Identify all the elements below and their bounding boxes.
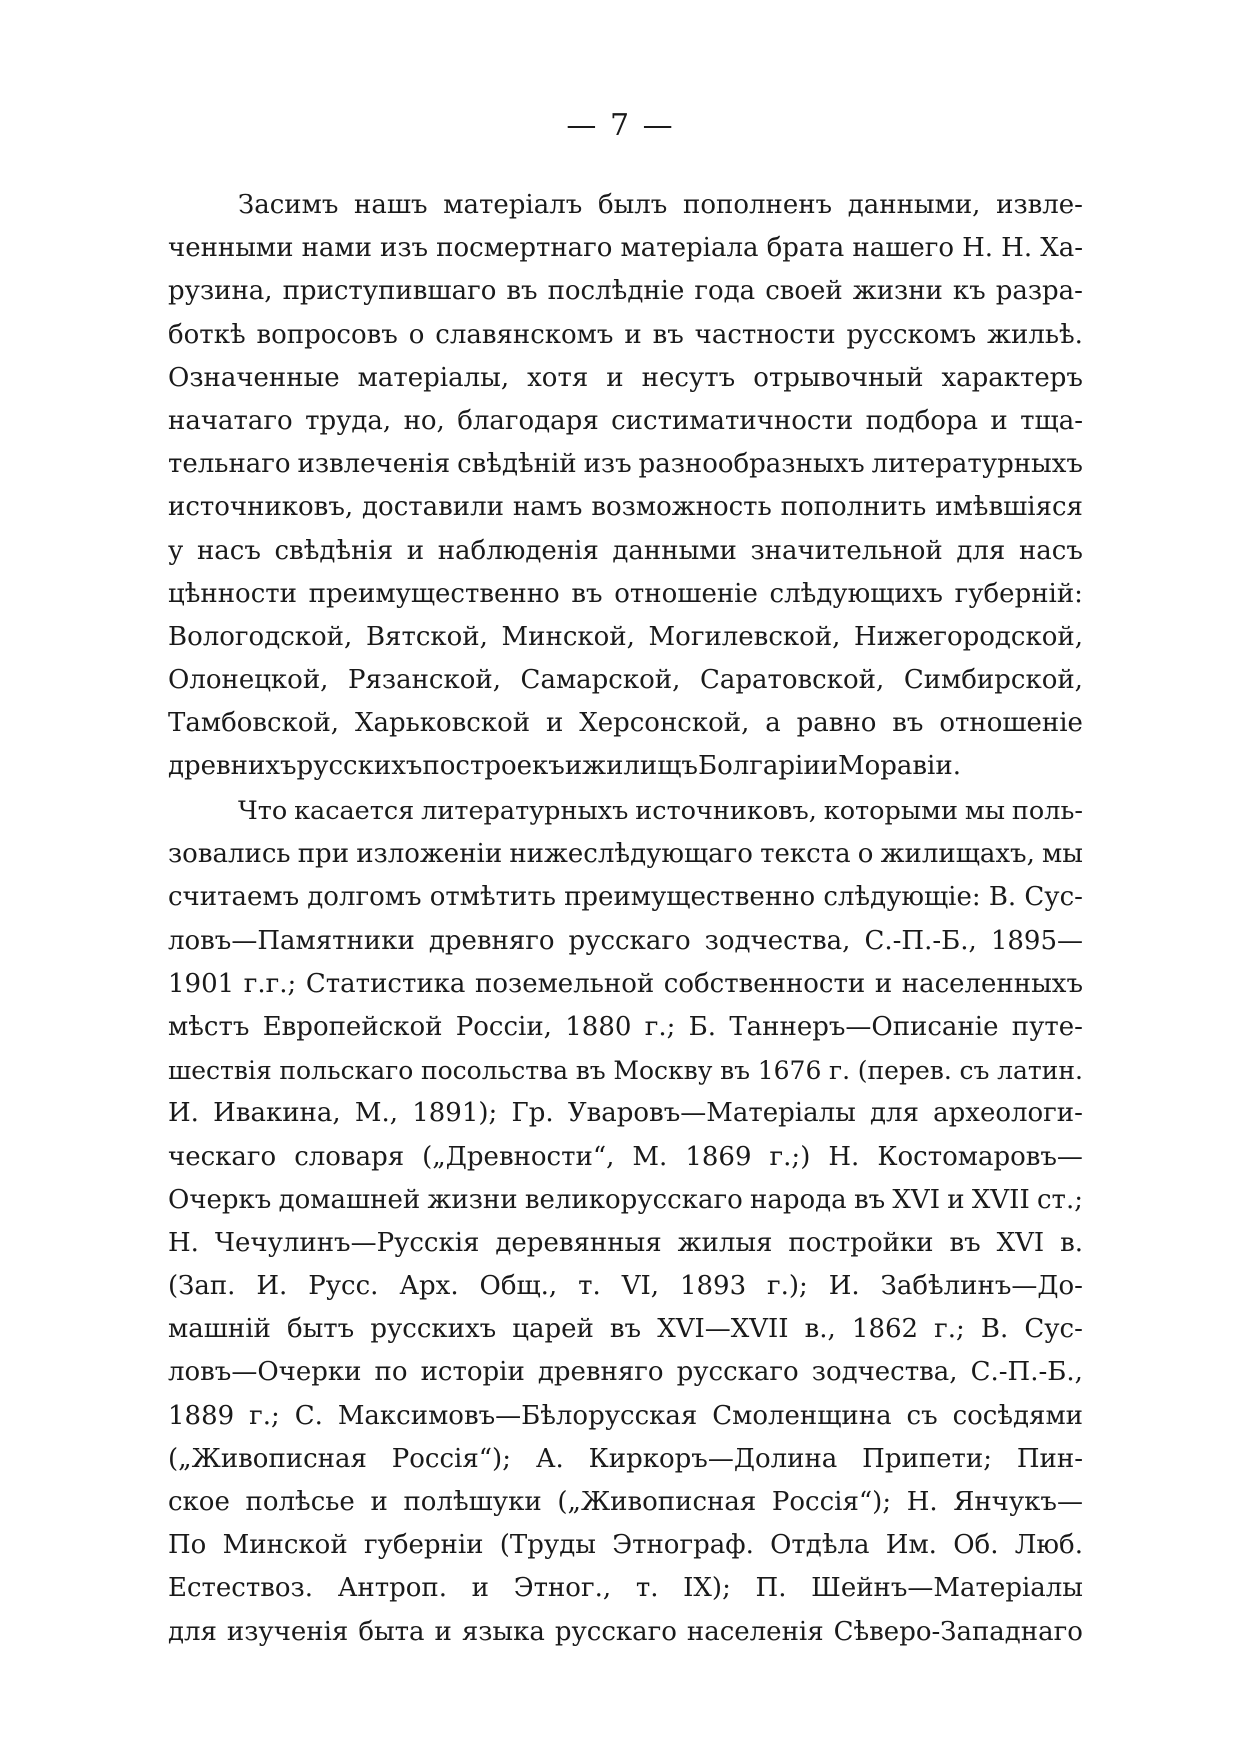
text-line: мѣстъ Европейской Россіи, 1880 г.; Б. Таннеръ—Описаніе путе- — [168, 1011, 1083, 1042]
text-line: Что касается литературныхъ источниковъ, которыми мы поль- — [238, 796, 1083, 826]
text-line: („Живописная Россія“); А. Киркоръ—Долина Припети; Пин- — [168, 1443, 1083, 1474]
text-line: Н. Чечулинъ—Русскія деревянныя жилыя постройки въ XVI в. — [168, 1227, 1083, 1258]
text-line: (Зап. И. Русс. Арх. Общ., т. VI, 1893 г.); И. Забѣлинъ—До- — [168, 1271, 1083, 1302]
text-line: тельнаго извлеченія свѣдѣній изъ разнообразныхъ литературныхъ — [168, 449, 1083, 480]
text-line: для изученія быта и языка русскаго населенія Сѣверо-Западнаго — [168, 1616, 1083, 1647]
page-number: — 7 — — [566, 108, 675, 143]
paragraph-1 — [168, 184, 1083, 789]
paragraph-2 — [168, 790, 1083, 1654]
text-line: древнихъ русскихъ построекъ и жилищъ Болгаріи и Моравіи. — [168, 751, 961, 782]
text-line: Означенные матеріалы, хотя и несутъ отрывочный характеръ — [168, 362, 1083, 393]
text-line: ское полѣсье и полѣшуки („Живописная Россія“); Н. Янчукъ— — [168, 1487, 1083, 1517]
text-line: боткѣ вопросовъ о славянскомъ и въ частности русскомъ жильѣ. — [168, 319, 1083, 350]
text-line: 1901 г.г.; Статистика поземельной собственности и населенныхъ — [168, 968, 1083, 999]
text-line: Естествоз. Антроп. и Этног., т. IX); П. Шейнъ—Матеріалы — [168, 1573, 1083, 1604]
text-line: ловъ—Очерки по исторіи древняго русскаго зодчества, С.-П.-Б., — [168, 1357, 1083, 1388]
text-line: считаемъ долгомъ отмѣтить преимущественно слѣдующіе: В. Сус- — [168, 882, 1083, 913]
text-line: зовались при изложеніи нижеслѣдующаго текста о жилищахъ, мы — [168, 839, 1083, 870]
text-line: По Минской губерніи (Труды Этнограф. Отдѣла Им. Об. Люб. — [168, 1530, 1083, 1561]
text-line: Вологодской, Вятской, Минской, Могилевской, Нижегородской, — [168, 621, 1083, 652]
text-line: машній бытъ русскихъ царей въ XVI—XVII в., 1862 г.; В. Сус- — [168, 1314, 1083, 1345]
text-line: шествія польскаго посольства въ Москву въ 1676 г. (перев. съ латин. — [168, 1056, 1083, 1086]
text-line: ченными нами изъ посмертнаго матеріала брата нашего Н. Н. Ха- — [168, 233, 1083, 264]
text-line: Очеркъ домашней жизни великорусскаго народа въ XVI и XVII ст.; — [168, 1184, 1083, 1215]
text-line: Тамбовской, Харьковской и Херсонской, а равно въ отношеніе — [168, 708, 1083, 739]
text-line: И. Ивакина, М., 1891); Гр. Уваровъ—Матеріалы для археологи- — [168, 1098, 1083, 1129]
text-line: Засимъ нашъ матеріалъ былъ пополненъ данными, извле- — [238, 190, 1083, 220]
text-line: рузина, приступившаго въ послѣдніе года своей жизни къ разра- — [168, 276, 1083, 307]
text-line: цѣнности преимущественно въ отношеніе слѣдующихъ губерній: — [168, 578, 1083, 609]
text-line: начатаго труда, но, благодаря систиматичности подбора и тща- — [168, 405, 1083, 436]
text-line: ловъ—Памятники древняго русскаго зодчества, С.-П.-Б., 1895— — [168, 925, 1083, 956]
text-line: 1889 г.; С. Максимовъ—Бѣлорусская Смоленщина съ сосѣдями — [168, 1400, 1083, 1431]
text-line: Олонецкой, Рязанской, Самарской, Саратовской, Симбирской, — [168, 665, 1083, 696]
text-line: источниковъ, доставили намъ возможность пополнить имѣвшіяся — [168, 492, 1083, 523]
text-line: у насъ свѣдѣнія и наблюденія данными значительной для насъ — [168, 535, 1083, 566]
text-line: ческаго словаря („Древности“, М. 1869 г.;) Н. Костомаровъ— — [168, 1141, 1083, 1172]
